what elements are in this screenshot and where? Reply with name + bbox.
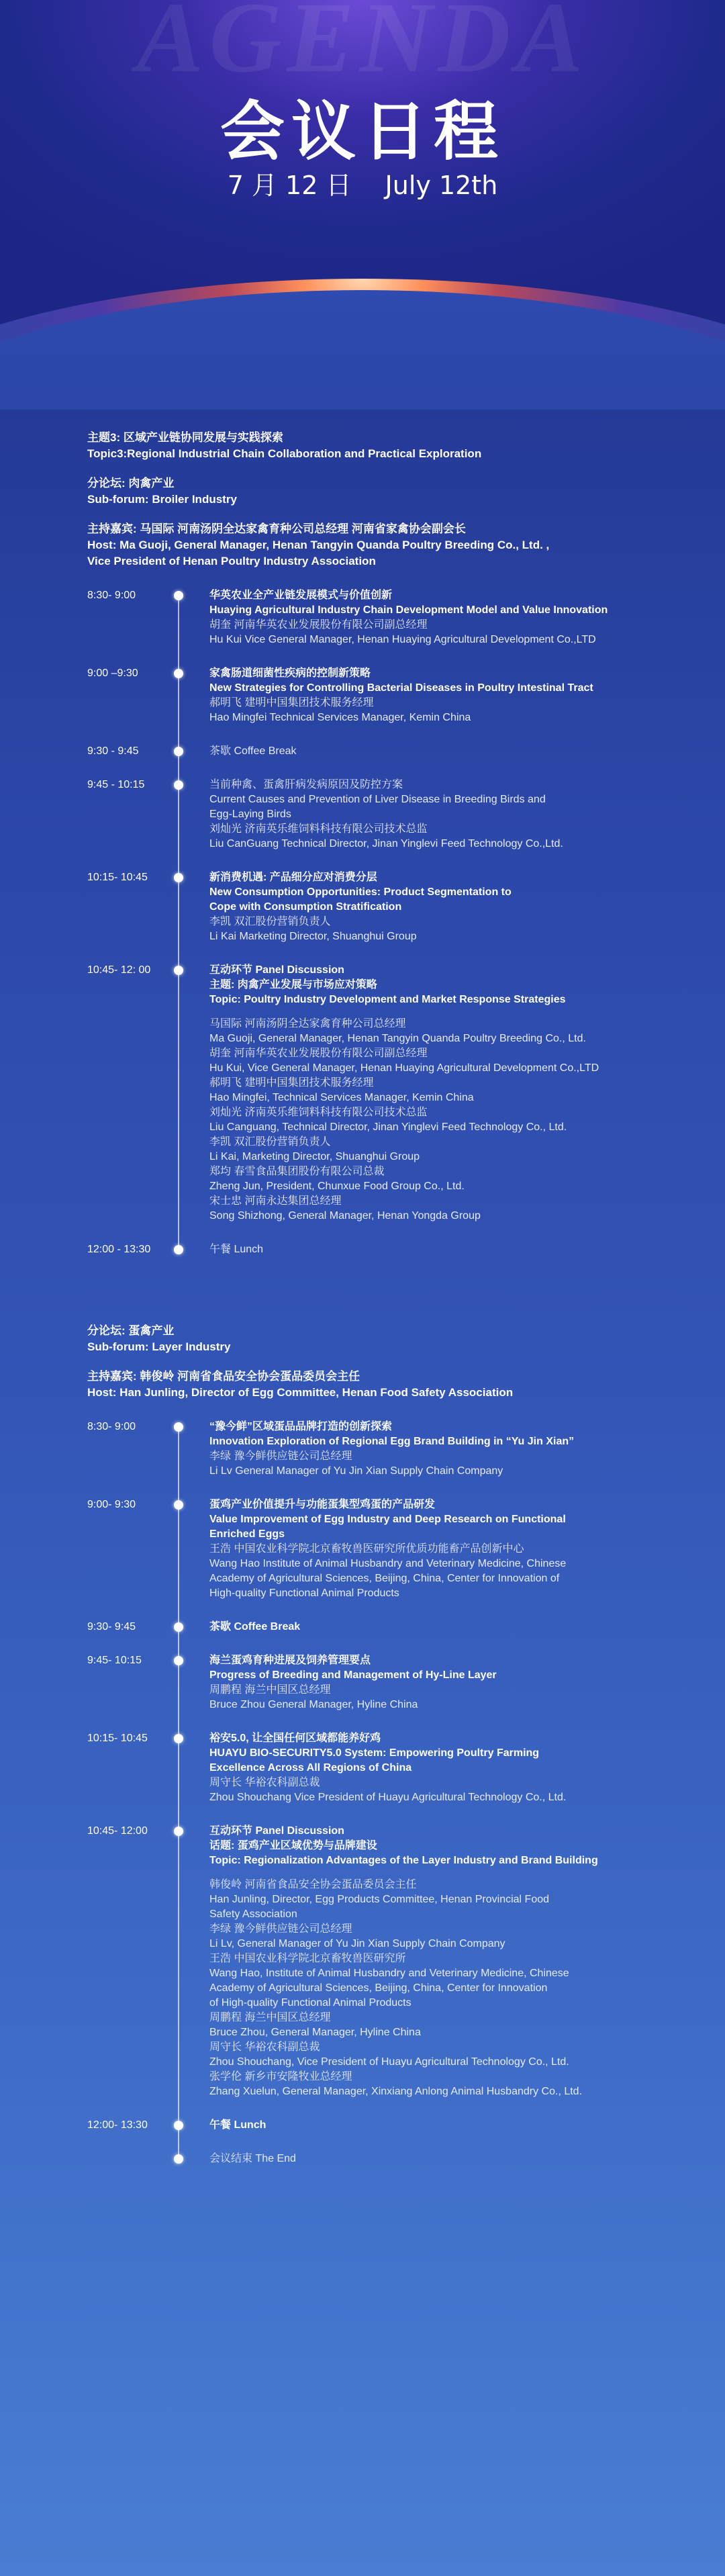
agenda-detail-line: Li Lv General Manager of Yu Jin Xian Supply Chain Company [209, 1465, 503, 1477]
agenda-item [0, 2118, 725, 2133]
agenda-item [0, 870, 725, 944]
subforum-cn: 分论坛: 肉禽产业 [87, 477, 175, 490]
agenda-item [0, 666, 725, 725]
agenda-title-line: 主题: 肉禽产业发展与市场应对策略 [209, 979, 377, 991]
agenda-detail-line: Egg-Laying Birds [209, 809, 291, 820]
agenda-title-line: Progress of Breeding and Management of Hy-Line Layer [209, 1669, 497, 1681]
agenda-item [0, 1824, 725, 2099]
agenda-time: 9:00 –9:30 [87, 668, 138, 679]
hero-banner [0, 0, 725, 410]
agenda-detail-line: Li Kai, Marketing Director, Shuanghui Group [209, 1151, 420, 1162]
agenda-details [209, 1420, 718, 1479]
agenda-detail-line: 当前种禽、蛋禽肝病发病原因及防控方案 [209, 779, 403, 790]
agenda-details [209, 2152, 718, 2166]
agenda-detail-line: 刘灿光 济南英乐维饲料科技有限公司技术总监 [209, 1107, 428, 1118]
agenda-detail-line: Wang Hao, Institute of Animal Husbandry and Veterinary Medicine, Chinese [209, 1968, 569, 1979]
agenda-time: 9:45 - 10:15 [87, 779, 145, 790]
agenda-details [209, 666, 718, 725]
agenda-title-line: 裕安5.0, 让全国任何区域都能养好鸡 [209, 1733, 381, 1744]
agenda-detail-line: Zheng Jun, President, Chunxue Food Group Co., Ltd. [209, 1181, 465, 1192]
agenda-detail-line: 李凯 双汇股份营销负责人 [209, 916, 331, 927]
layer-timeline [0, 1420, 725, 2166]
agenda-title-line: 新消费机遇: 产品细分应对消费分层 [209, 872, 377, 883]
agenda-detail-line: Safety Association [209, 1908, 297, 1920]
agenda-detail-line: Liu CanGuang Technical Director, Jinan Yinglevi Feed Technology Co.,Ltd. [209, 838, 563, 849]
agenda-time: 10:15- 10:45 [87, 1733, 148, 1744]
agenda-item [0, 2152, 725, 2166]
agenda-details [209, 1731, 718, 1805]
agenda-detail-line: Ma Guoji, General Manager, Henan Tangyin Quanda Poultry Breeding Co., Ltd. [209, 1033, 586, 1044]
subforum-cn: 分论坛: 蛋禽产业 [87, 1324, 175, 1337]
agenda-detail-line: Li Kai Marketing Director, Shuanghui Group [209, 931, 417, 942]
agenda-item [0, 1498, 725, 1601]
agenda-item [0, 778, 725, 852]
agenda-detail-line: 茶歇 Coffee Break [209, 745, 297, 757]
agenda-title-line: 蛋鸡产业价值提升与功能蛋集型鸡蛋的产品研发 [209, 1499, 436, 1510]
agenda-item [0, 1242, 725, 1257]
agenda-item [0, 963, 725, 1224]
agenda-detail-line: 韩俊岭 河南省食品安全协会蛋品委员会主任 [209, 1879, 417, 1890]
host-cn: 主持嘉宾: 马国际 河南汤阴全达家禽育种公司总经理 河南省家禽协会副会长 [87, 522, 466, 535]
agenda-title-line: Huaying Agricultural Industry Chain Development Model and Value Innovation [209, 604, 608, 616]
agenda-item [0, 588, 725, 647]
agenda-time: 9:30 - 9:45 [87, 745, 139, 757]
agenda-detail-line: 李绿 豫今鲜供应链公司总经理 [209, 1923, 352, 1935]
agenda-detail-line: 会议结束 The End [209, 2153, 296, 2164]
agenda-title-line: Value Improvement of Egg Industry and Deep Research on Functional [209, 1514, 566, 1525]
agenda-title-line: 海兰蛋鸡育种进展及饲养管理要点 [209, 1655, 371, 1666]
agenda-detail-line: 周守长 华裕农科副总裁 [209, 1777, 320, 1788]
broiler-timeline [0, 588, 725, 1257]
agenda-detail-line: Bruce Zhou, General Manager, Hyline China [209, 2027, 421, 2038]
agenda-title-line: Topic: Regionalization Advantages of the Layer Industry and Brand Building [209, 1855, 598, 1866]
topic-title-cn: 主题3: 区域产业链协同发展与实践探索 [87, 431, 283, 444]
agenda-detail-line: Academy of Agricultural Sciences, Beijing, China, Center for Innovation of [209, 1573, 560, 1584]
agenda-details [209, 588, 718, 647]
agenda-detail-line: 周鹏程 海兰中国区总经理 [209, 1684, 331, 1696]
agenda-title-line: Cope with Consumption Stratification [209, 901, 402, 913]
agenda-details [209, 963, 718, 1224]
agenda-title-line: 互动环节 Panel Discussion [209, 964, 344, 976]
agenda-title-line: New Consumption Opportunities: Product Segmentation to [209, 886, 512, 898]
agenda-detail-line: Bruce Zhou General Manager, Hyline China [209, 1699, 418, 1710]
agenda-title-line: Enriched Eggs [209, 1528, 285, 1540]
host-en-line1: Host: Ma Guoji, General Manager, Henan Tangyin Quanda Poultry Breeding Co., Ltd. , [87, 539, 550, 551]
agenda-detail-line: 宋士忠 河南永达集团总经理 [209, 1195, 342, 1207]
agenda-detail-line: 周鹏程 海兰中国区总经理 [209, 2012, 331, 2023]
topic-title-en: Topic3:Regional Industrial Chain Collaboration and Practical Exploration [87, 447, 482, 460]
agenda-time: 9:00- 9:30 [87, 1499, 136, 1510]
agenda-detail-line: 李凯 双汇股份营销负责人 [209, 1136, 331, 1148]
agenda-title-line: Excellence Across All Regions of China [209, 1762, 412, 1774]
agenda-details [209, 1824, 718, 2099]
layer-section-header [0, 1323, 725, 1401]
agenda-detail-line: Hao Mingfei, Technical Services Manager, Kemin China [209, 1092, 474, 1103]
agenda-detail-line: 周守长 华裕农科副总裁 [209, 2041, 320, 2053]
agenda-title-line: Topic: Poultry Industry Development and Market Response Strategies [209, 994, 566, 1005]
agenda-item [0, 1653, 725, 1712]
agenda-title-line: 茶歇 Coffee Break [209, 1621, 301, 1632]
agenda-detail-line: Hao Mingfei Technical Services Manager, Kemin China [209, 712, 471, 723]
agenda-detail-line: 郝明飞 建明中国集团技术服务经理 [209, 697, 374, 708]
host-en-line2: Vice President of Henan Poultry Industry Association [87, 555, 376, 567]
agenda-item [0, 744, 725, 759]
agenda-detail-line: 郑均 春雪食品集团股份有限公司总裁 [209, 1166, 385, 1177]
agenda-detail-line [209, 1868, 718, 1878]
agenda-title-line: 华英农业全产业链发展模式与价值创新 [209, 590, 393, 601]
agenda-time: 12:00- 13:30 [87, 2119, 148, 2131]
timeline-dot [174, 2154, 183, 2164]
agenda-title-line: New Strategies for Controlling Bacterial Diseases in Poultry Intestinal Tract [209, 682, 593, 694]
agenda-time: 9:45- 10:15 [87, 1655, 142, 1666]
agenda-detail-line: Li Lv, General Manager of Yu Jin Xian Supply Chain Company [209, 1938, 505, 1949]
agenda-detail-line: 王浩 中国农业科学院北京畜牧兽医研究所 [209, 1953, 406, 1964]
subforum-en: Sub-forum: Broiler Industry [87, 493, 237, 506]
agenda-time: 9:30- 9:45 [87, 1621, 136, 1632]
agenda-detail-line: Han Junling, Director, Egg Products Committee, Henan Provincial Food [209, 1894, 550, 1905]
agenda-detail-line: Zhang Xuelun, General Manager, Xinxiang Anlong Animal Husbandry Co., Ltd. [209, 2086, 583, 2097]
agenda-title-line: 家禽肠道细菌性疾病的控制新策略 [209, 668, 371, 679]
agenda-detail-line: 郝明飞 建明中国集团技术服务经理 [209, 1077, 374, 1089]
agenda-detail-line: Zhou Shouchang Vice President of Huayu Agricultural Technology Co., Ltd. [209, 1792, 567, 1803]
agenda-time: 10:45- 12:00 [87, 1825, 148, 1837]
agenda-time: 8:30- 9:00 [87, 1421, 136, 1432]
agenda-detail-line [209, 1007, 718, 1017]
subforum-en: Sub-forum: Layer Industry [87, 1340, 231, 1353]
agenda-detail-line: Academy of Agricultural Sciences, Beijing, China, Center for Innovation [209, 1982, 548, 1994]
agenda-detail-line: 胡奎 河南华英农业发展股份有限公司副总经理 [209, 1048, 428, 1059]
agenda-detail-line: Hu Kui, Vice General Manager, Henan Huaying Agricultural Development Co.,LTD [209, 1062, 599, 1074]
agenda-detail-line: 胡奎 河南华英农业发展股份有限公司副总经理 [209, 619, 428, 631]
agenda-time: 10:45- 12: 00 [87, 964, 151, 976]
agenda-detail-line: Current Causes and Prevention of Liver Disease in Breeding Birds and [209, 794, 546, 805]
agenda-details [209, 1498, 718, 1601]
agenda-item [0, 1620, 725, 1635]
agenda-time: 10:15- 10:45 [87, 872, 148, 883]
agenda-title-line: “豫今鲜”区域蛋品品牌打造的创新探索 [209, 1421, 393, 1432]
agenda-details [209, 1242, 718, 1257]
agenda-time: 8:30- 9:00 [87, 590, 136, 601]
hero-watermark: AGENDA [136, 0, 589, 93]
agenda-title-line: HUAYU BIO-SECURITY5.0 System: Empowering Poultry Farming [209, 1747, 540, 1759]
agenda-details [209, 870, 718, 944]
agenda-detail-line: 刘灿光 济南英乐维饲料科技有限公司技术总监 [209, 823, 428, 835]
agenda-detail-line: of High-quality Functional Animal Products [209, 1997, 412, 2009]
agenda-detail-line: 张学伦 新乡市安隆牧业总经理 [209, 2071, 352, 2082]
agenda-detail-line: Song Shizhong, General Manager, Henan Yongda Group [209, 1210, 481, 1222]
agenda-detail-line: Hu Kui Vice General Manager, Henan Huaying Agricultural Development Co.,LTD [209, 634, 596, 645]
agenda-detail-line: 午餐 Lunch [209, 1244, 264, 1255]
agenda-time: 12:00 - 13:30 [87, 1244, 151, 1255]
host-en: Host: Han Junling, Director of Egg Committee, Henan Food Safety Association [87, 1386, 514, 1399]
agenda-details [209, 744, 718, 759]
agenda-details [209, 1620, 718, 1635]
agenda-item [0, 1420, 725, 1479]
host-cn: 主持嘉宾: 韩俊岭 河南省食品安全协会蛋品委员会主任 [87, 1370, 360, 1383]
agenda-title-line: 午餐 Lunch [209, 2119, 267, 2131]
agenda-details [209, 1653, 718, 1712]
agenda-title-line: 话题: 蛋鸡产业区域优势与品牌建设 [209, 1840, 377, 1851]
agenda-details [209, 2118, 718, 2133]
page-title: 会议日程 [220, 94, 505, 169]
broiler-section-header [0, 430, 725, 569]
agenda-detail-line: Zhou Shouchang, Vice President of Huayu Agricultural Technology Co., Ltd. [209, 2056, 569, 2068]
agenda-detail-line: Wang Hao Institute of Animal Husbandry and Veterinary Medicine, Chinese [209, 1558, 567, 1569]
agenda-detail-line: Liu Canguang, Technical Director, Jinan Yinglevi Feed Technology Co., Ltd. [209, 1121, 567, 1133]
event-date: 7 月 12 日 July 12th [227, 171, 498, 200]
agenda-item [0, 1731, 725, 1805]
agenda-details [209, 778, 718, 852]
agenda-detail-line: 王浩 中国农业科学院北京畜牧兽医研究所优质功能畜产品创新中心 [209, 1543, 524, 1555]
agenda-detail-line: 李绿 豫今鲜供应链公司总经理 [209, 1451, 352, 1462]
agenda-content [0, 430, 725, 2185]
agenda-detail-line: 马国际 河南汤阴全达家禽育种公司总经理 [209, 1018, 406, 1029]
agenda-detail-line: High-quality Functional Animal Products [209, 1588, 399, 1599]
agenda-title-line: 互动环节 Panel Discussion [209, 1825, 344, 1837]
agenda-title-line: Innovation Exploration of Regional Egg Brand Building in “Yu Jin Xian” [209, 1436, 575, 1447]
